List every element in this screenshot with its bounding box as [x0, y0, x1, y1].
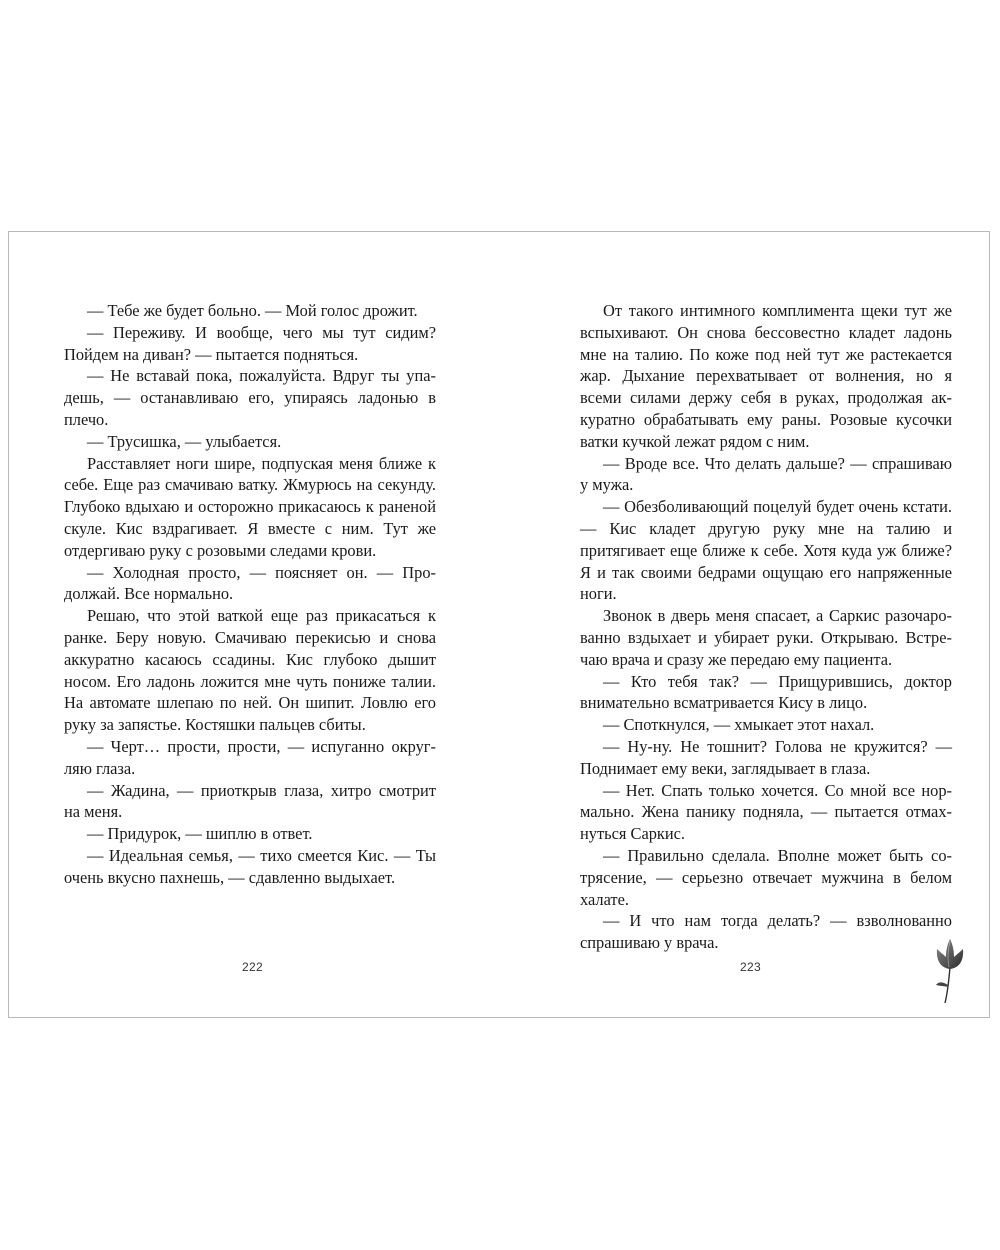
left-paragraph-8: — Черт… прости, прости, — испуганно округляю глаза. — [64, 736, 436, 778]
right-paragraph-10: — И что нам тогда делать? — взволнованно спрашиваю у врача. — [580, 911, 952, 953]
right-paragraph-9: — Правильно сделала. Вполне может быть сотрясение, — серьезно отвечает мужчина в белом халате. — [580, 845, 952, 909]
right-paragraph-8: — Нет. Спать только хочется. Со мной все нормально. Жена панику подняла, — пытается отмахнуться Саркис. — [580, 780, 952, 844]
right-paragraph-4: Звонок в дверь меня спасает, а Саркис разочарованно вздыхает и убирает руки. Открываю. Встречаю врача и сразу же передаю ему пациента. — [580, 606, 952, 669]
tulip-icon — [931, 937, 969, 1005]
right-paragraph-1: От такого интимного комплимента щеки тут же вспыхивают. Он снова бессовестно кладет ладонь мне на талию. По коже под ней тут же растекается жар. Дыхание перехватывает от волнения, но я всеми силами держу себя в руках, продолжая аккуратно обрабатывать ему раны. Розовые кусочки ватки кучкой лежат рядом с ним. — [580, 301, 952, 451]
left-paragraph-7: Решаю, что этой ваткой еще раз прикасаться к ранке. Беру новую. Смачиваю перекисью и снова аккуратно касаюсь ссадины. Кис глубоко дышит носом. Его ладонь ложится мне чуть пониже талии. На автомате шлепаю по ней. Он шипит. Ловлю его руку за запястье. Костяшки пальцев сбиты. — [64, 606, 436, 735]
left-paragraph-6: — Холодная просто, — поясняет он. — Продолжай. Все нормально. — [64, 562, 436, 604]
book-spread — [8, 231, 990, 1018]
left-paragraph-4: — Трусишка, — улыбается. — [87, 431, 282, 451]
left-paragraph-5: Расставляет ноги шире, подпуская меня ближе к себе. Еще раз смачиваю ватку. Жмурюсь на секунду. Глубоко вдыхаю и осторожно прикасаюсь к раненой скуле. Кис вздрагивает. Я вместе с ним. Тут же отдергиваю руку с розовыми следами крови. — [64, 453, 436, 560]
left-paragraph-11: — Идеальная семья, — тихо смеется Кис. — Ты очень вкусно пахнешь, — сдавленно выдыхает. — [64, 845, 436, 887]
left-page — [64, 300, 436, 889]
left-paragraph-2: — Переживу. И вообще, чего мы тут сидим? Пойдем на диван? — пытается подняться. — [64, 322, 436, 364]
right-paragraph-2: — Вроде все. Что делать дальше? — спрашиваю у мужа. — [580, 453, 952, 495]
left-paragraph-9: — Жадина, — приоткрыв глаза, хитро смотрит на меня. — [64, 780, 436, 822]
left-paragraph-3: — Не вставай пока, пожалуйста. Вдруг ты упадешь, — останавливаю его, упираясь ладонью в плечо. — [64, 366, 436, 429]
left-paragraph-10: — Придурок, — шиплю в ответ. — [87, 824, 313, 844]
right-paragraph-5: — Кто тебя так? — Прищурившись, доктор внимательно всматривается Кису в лицо. — [580, 671, 952, 713]
right-page-number: 223 — [740, 960, 761, 974]
left-paragraph-1: — Тебе же будет больно. — Мой голос дрожит. — [87, 301, 418, 320]
right-paragraph-7: — Ну-ну. Не тошнит? Голова не кружится? — Поднимает ему веки, заглядывает в глаза. — [580, 736, 952, 778]
right-paragraph-3: — Обезболивающий поцелуй будет очень кстати. — Кис кладет другую руку мне на талию и притягивает еще ближе к себе. Хотя куда уж ближе? Я и так своими бедрами ощущаю его напряженные ноги. — [580, 497, 952, 604]
left-page-number: 222 — [242, 960, 263, 974]
right-paragraph-6: — Споткнулся, — хмыкает этот нахал. — [603, 715, 875, 735]
right-page — [580, 300, 952, 954]
